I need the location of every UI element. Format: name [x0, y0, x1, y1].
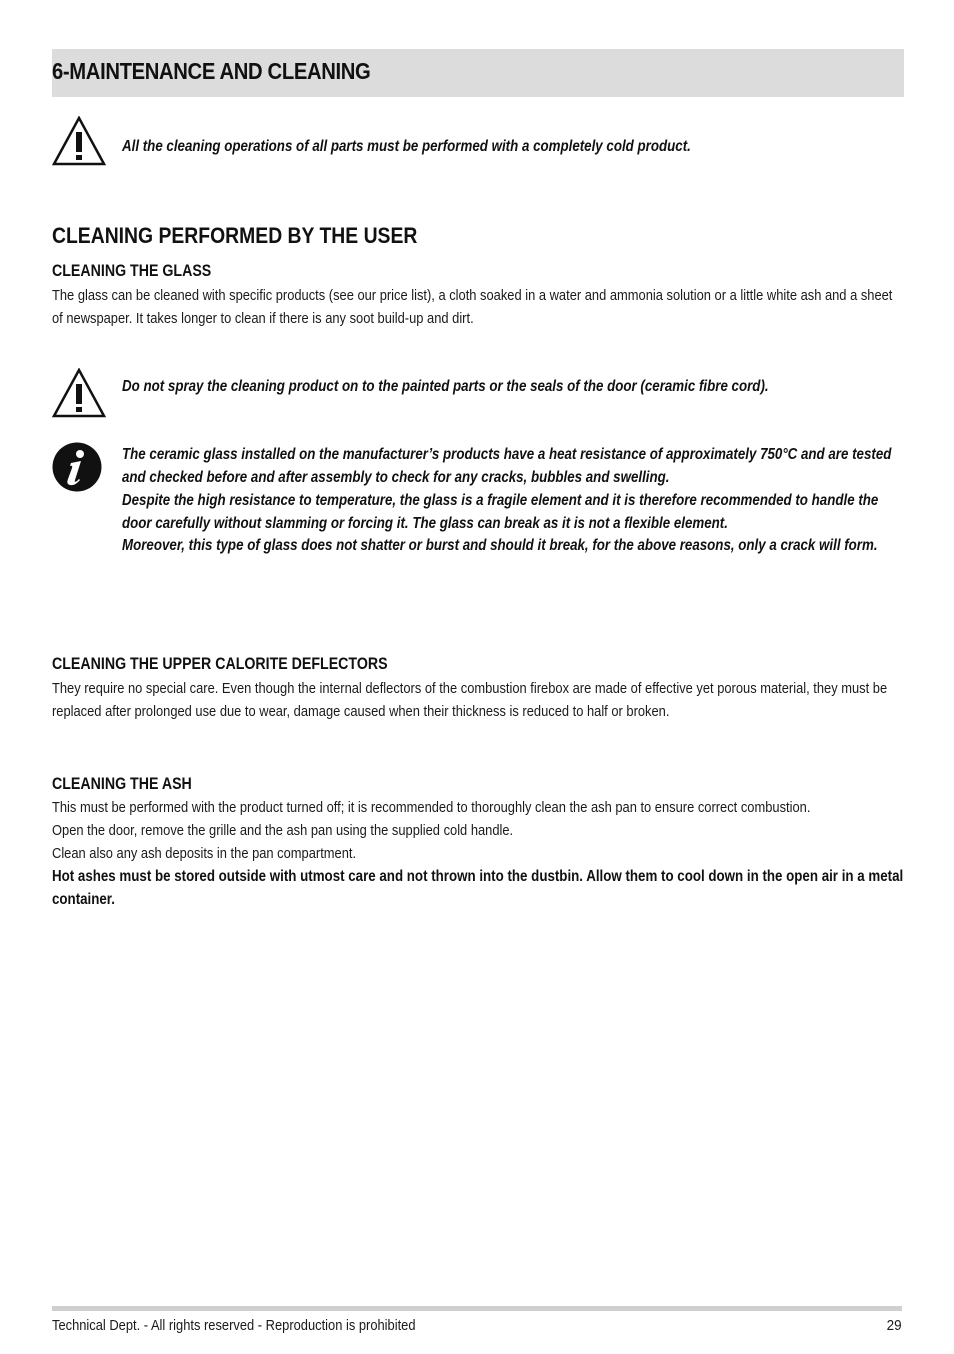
deflectors-text: They require no special care. Even though the internal deflectors of the combustion firebox are made of effective yet porous material, they must be replaced after prolonged use due to wear, damage caused when their thickness is reduced to half or broken. [52, 680, 888, 720]
glass-info-notice-3 [122, 535, 954, 558]
deflectors-heading: CLEANING THE UPPER CALORITE DEFLECTORS [52, 655, 388, 673]
glass-text: The glass can be cleaned with specific products (see our price list), a cloth soaked in a water and ammonia solution or a little white ash and a sheet of newspaper. It takes longer to clean if there is any soot build-up and dirt. [52, 287, 893, 327]
footer-text: Technical Dept. - All rights reserved - Reproduction is prohibited [52, 1317, 416, 1334]
glass-info-paragraph: Despite the high resistance to temperature, the glass is a fragile element and it is therefore recommended to handle the door carefully without slamming or forcing it. The glass can break as it is not a flexible element. [122, 492, 879, 532]
ash-text-line: This must be performed with the product turned off; it is recommended to thoroughly clean the ash pan to ensure correct combustion. [52, 799, 811, 816]
glass-heading: CLEANING THE GLASS [52, 262, 212, 280]
info-icon [52, 442, 102, 497]
user-cleaning-heading: CLEANING PERFORMED BY THE USER [52, 223, 418, 248]
warning-triangle-icon [52, 116, 106, 171]
section-title: 6-MAINTENANCE AND CLEANING [52, 58, 371, 84]
ash-warning-text: Hot ashes must be stored outside with utmost care and not thrown into the dustbin. Allow them to cool down in the open air in a metal container. [52, 868, 904, 908]
ash-text-line: Open the door, remove the grille and the ash pan using the supplied cold handle. [52, 822, 514, 839]
cold-product-notice: All the cleaning operations of all parts must be performed with a completely cold product. [122, 138, 691, 155]
glass-info-paragraph: Moreover, this type of glass does not shatter or burst and should it break, for the above reasons, only a crack will form. [122, 537, 878, 554]
ash-heading: CLEANING THE ASH [52, 775, 192, 793]
page-number: 29 [886, 1317, 902, 1334]
no-spray-notice: Do not spray the cleaning product on to the painted parts or the seals of the door (ceramic fibre cord). [122, 378, 769, 395]
footer-rule [52, 1306, 902, 1311]
warning-triangle-icon [52, 368, 106, 423]
glass-info-paragraph: The ceramic glass installed on the manufacturer’s products have a heat resistance of approximately 750°C and are tested and checked before and after assembly to check for any cracks, bubbles and swelling. [122, 446, 892, 486]
ash-text-line: Clean also any ash deposits in the pan compartment. [52, 845, 357, 862]
glass-info-notice [122, 444, 954, 490]
glass-info-notice-2 [122, 490, 954, 536]
